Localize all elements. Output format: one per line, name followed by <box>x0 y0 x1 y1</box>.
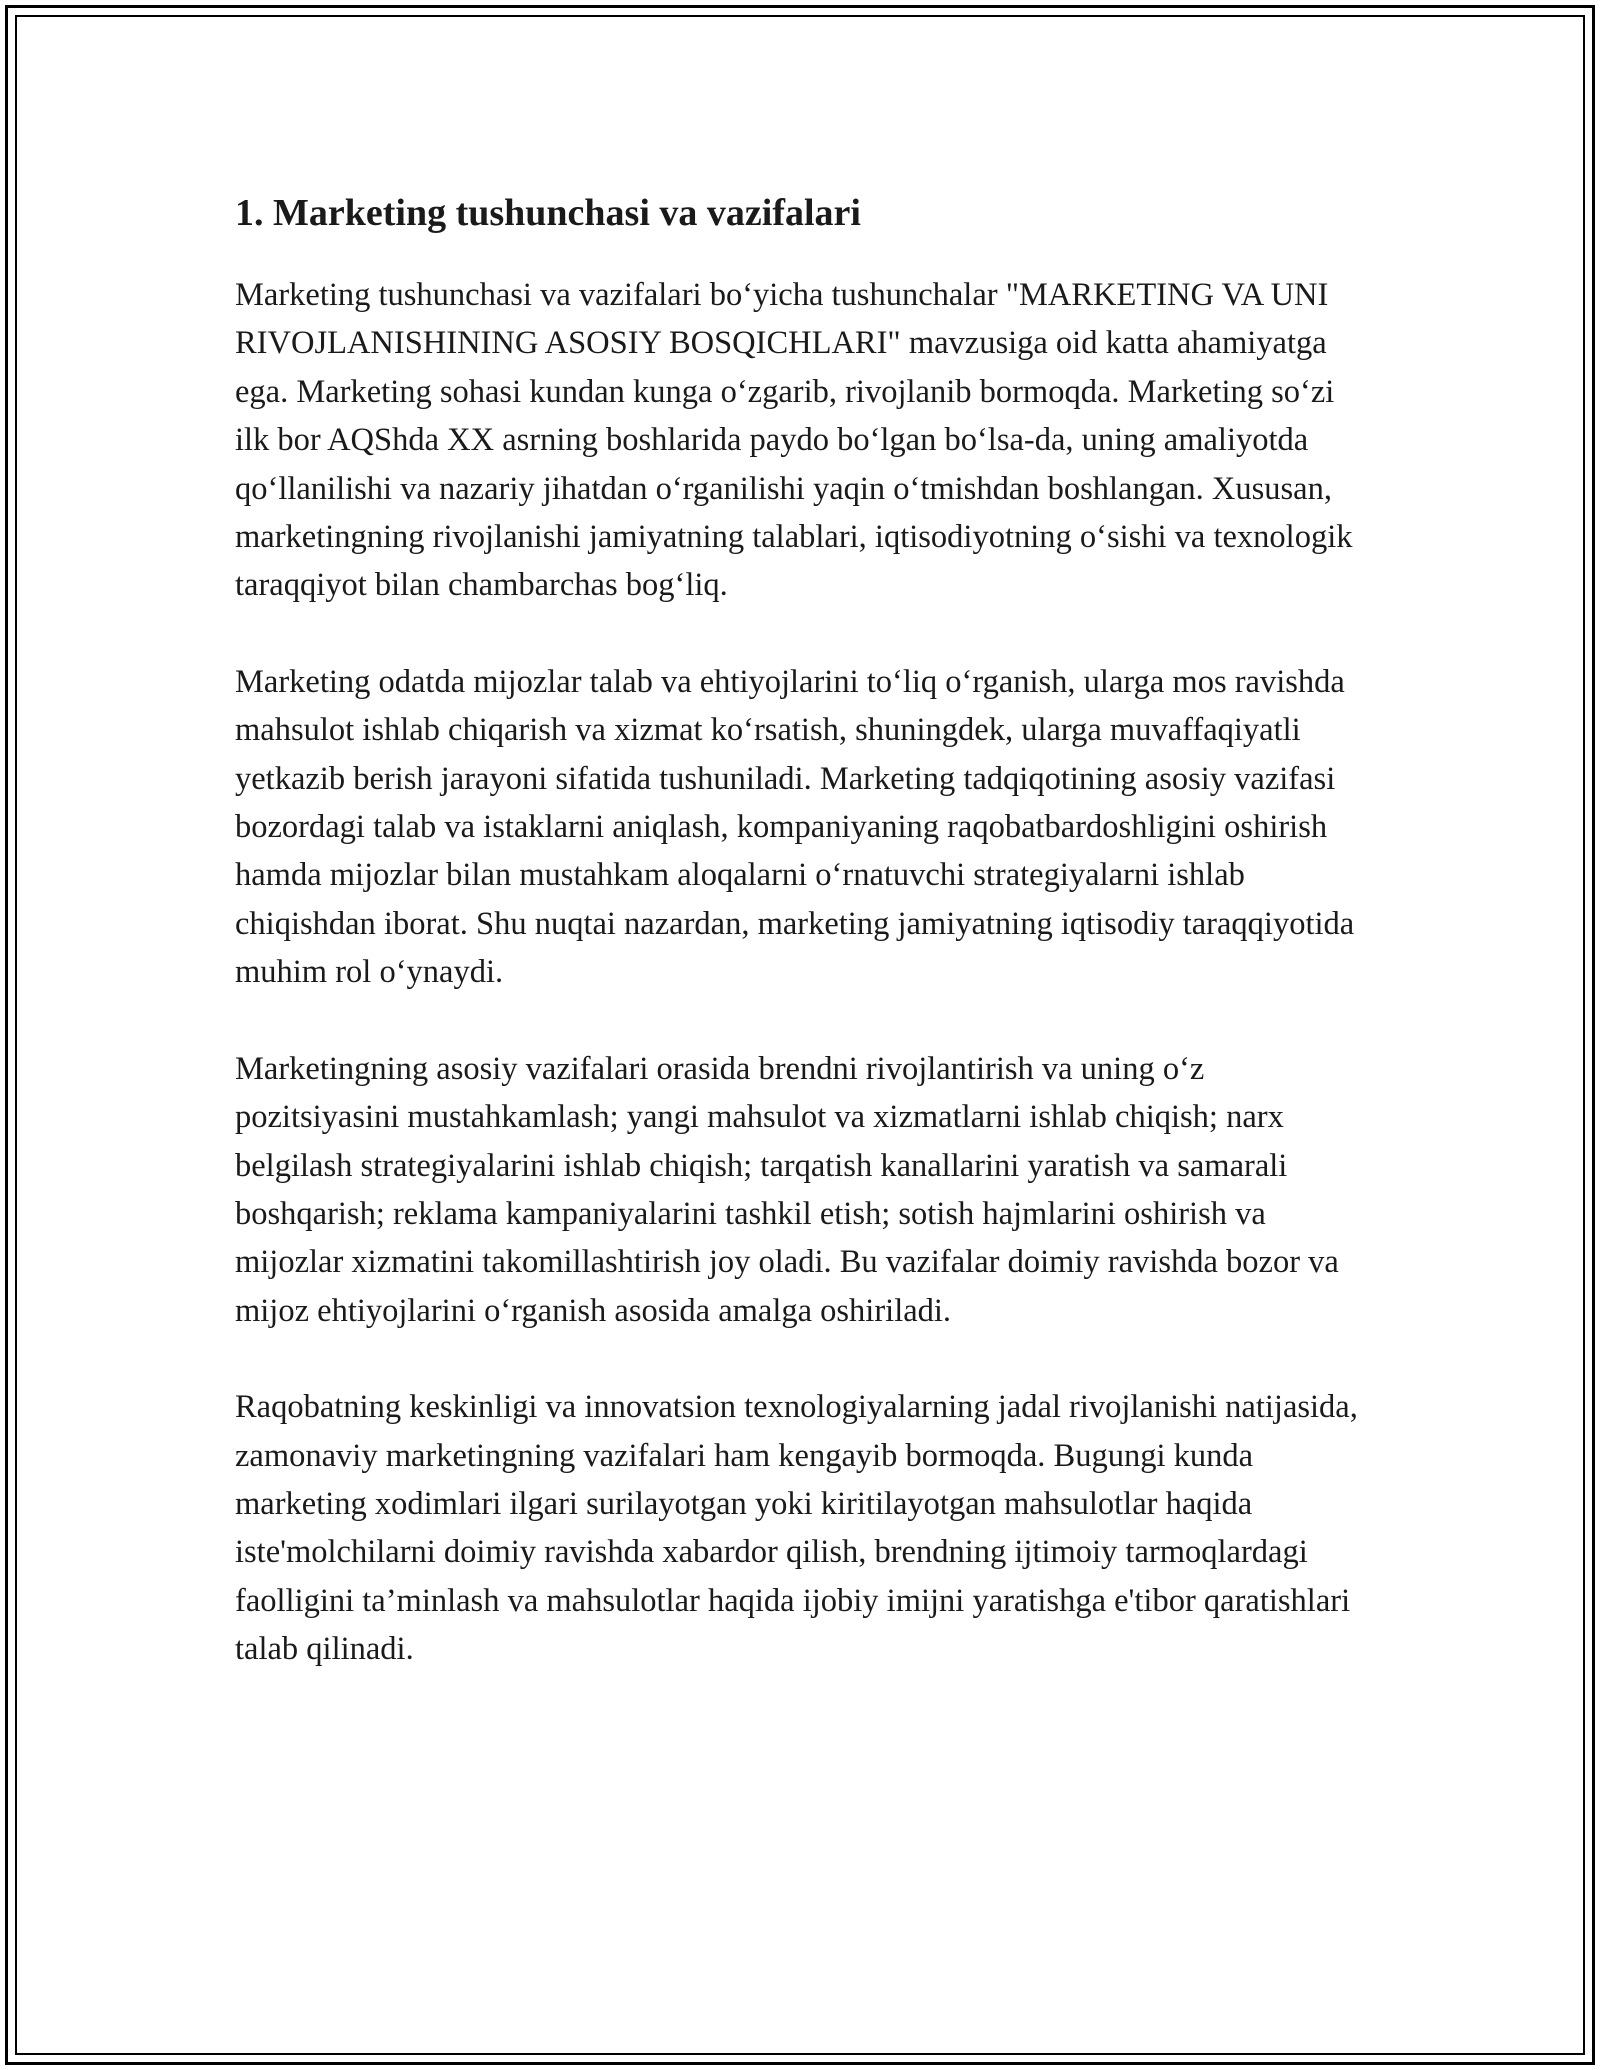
document-body <box>235 185 1370 1722</box>
paragraph-4: Raqobatning keskinligi va innovatsion texnologiyalarning jadal rivojlanishi natijasida, zamonaviy marketingning vazifalari ham kengayib bormoqda. Bugungi kunda marketing xodimlari ilgari surilayotgan yoki kiritilayotgan mahsulotlar haqida iste'molchilarni doimiy ravishda xabardor qilish, brendning ijtimoiy tarmoqlardagi faolligini ta’minlash va mahsulotlar haqida ijobiy imijni yaratishga e'tibor qaratishlari talab qilinadi. <box>235 1389 1358 1668</box>
paragraph-2: Marketing odatda mijozlar talab va ehtiyojlarini to‘liq o‘rganish, ularga mos ravishda mahsulot ishlab chiqarish va xizmat ko‘rsatish, shuningdek, ularga muvaffaqiyatli yetkazib berish jarayoni sifatida tushuniladi. Marketing tadqiqotining asosiy vazifasi bozordagi talab va istaklarni aniqlash, kompaniyaning raqobatbardoshligini oshirish hamda mijozlar bilan mustahkam aloqalarni o‘rnatuvchi strategiyalarni ishlab chiqishdan iborat. Shu nuqtai nazardan, marketing jamiyatning iqtisodiy taraqqiyotida muhim rol o‘ynaydi. <box>235 663 1355 991</box>
paragraph-3: Marketingning asosiy vazifalari orasida brendni rivojlantirish va uning o‘z pozitsiyasini mustahkamlash; yangi mahsulot va xizmatlarni ishlab chiqish; narx belgilash strategiyalarini ishlab chiqish; tarqatish kanallarini yaratish va samarali boshqarish; reklama kampaniyalarini tashkil etish; sotish hajmlarini oshirish va mijozlar xizmatini takomillashtirish joy oladi. Bu vazifalar doimiy ravishda bozor va mijoz ehtiyojlarini o‘rganish asosida amalga oshiriladi. <box>235 1050 1339 1329</box>
paragraph-1: Marketing tushunchasi va vazifalari bo‘yicha tushunchalar "MARKETING VA UNI RIVOJLANISHINING ASOSIY BOSQICHLARI" mavzusiga oid katta ahamiyatga ega. Marketing sohasi kundan kunga o‘zgarib, rivojlanib bormoqda. Marketing so‘zi ilk bor AQShda XX asrning boshlarida paydo bo‘lgan bo‘lsa-da, uning amaliyotda qo‘llanilishi va nazariy jihatdan o‘rganilishi yaqin o‘tmishdan boshlangan. Xususan, marketingning rivojlanishi jamiyatning talablari, iqtisodiyotning o‘sishi va texnologik taraqqiyot bilan chambarchas bog‘liq. <box>235 277 1353 604</box>
section-heading: 1. Marketing tushunchasi va vazifalari <box>235 192 861 234</box>
